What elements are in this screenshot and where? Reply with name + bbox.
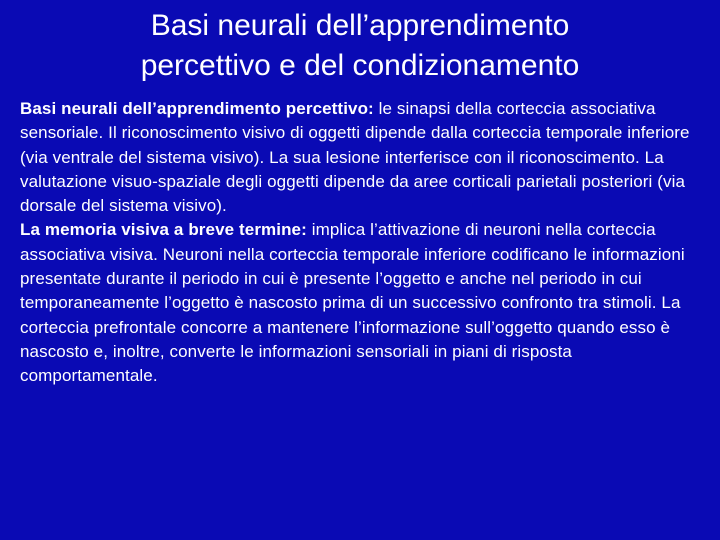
slide-title: [40, 6, 680, 86]
slide-title-line-1: Basi neurali dell’apprendimento: [150, 9, 570, 42]
slide-title-line-2: percettivo e del condizionamento: [140, 49, 580, 82]
paragraph-text: implica l’attivazione di neuroni nella corteccia associativa visiva. Neuroni nella corteccia temporale inferiore codificano le informazioni presentate durante il periodo in cui è presente l’oggetto e anche nel periodo in cui temporaneamente l’oggetto è nascosto prima di un successivo confronto tra stimoli. La corteccia prefrontale concorre a mantenere l’informazione sull’oggetto quando esso è nascosto e, inoltre, converte le informazioni sensoriali in piani di risposta comportamentale.: [20, 220, 685, 386]
slide-body: [20, 97, 710, 389]
paragraph-text: le sinapsi della corteccia associativa sensoriale. Il riconoscimento visivo di oggetti dipende dalla corteccia temporale inferiore (via ventrale del sistema visivo). La sua lesione interferisce con il riconoscimento. La valutazione visuo-spaziale degli oggetti dipende da aree corticali parietali posteriori (via dorsale del sistema visivo).: [20, 99, 690, 216]
paragraph-visual-short-term-memory: [20, 218, 710, 388]
paragraph-perceptual-learning: [20, 97, 710, 218]
paragraph-lead: La memoria visiva a breve termine:: [20, 220, 307, 240]
paragraph-lead: Basi neurali dell’apprendimento percettivo:: [20, 99, 374, 118]
